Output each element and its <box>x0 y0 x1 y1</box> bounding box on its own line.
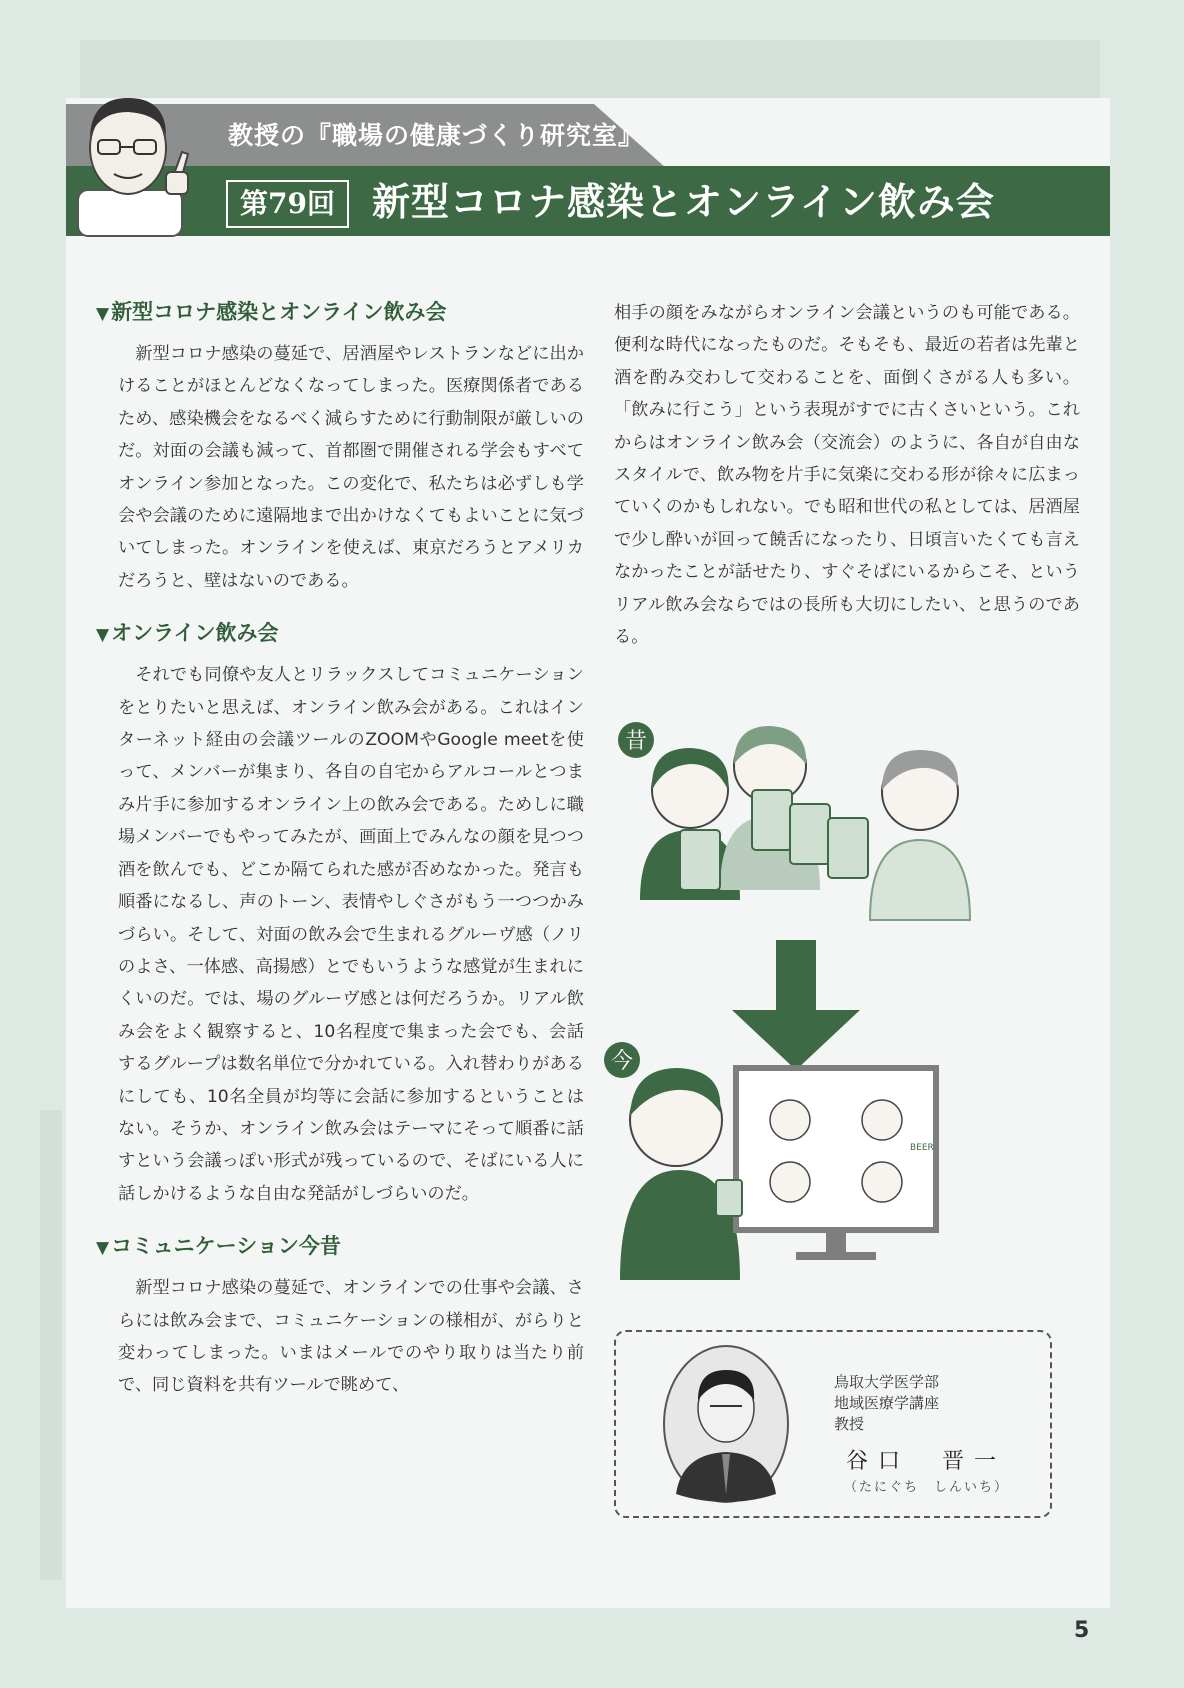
section-body: 新型コロナ感染の蔓延で、オンラインでの仕事や会議、さらには飲み会まで、コミュニケーションの様相が、がらりと変わってしまった。いまはメールでのやり取りは当たり前で、同じ資料を共有ツールで眺めて、 <box>118 1278 584 1396</box>
down-arrow-icon <box>732 940 860 1070</box>
section-heading: ▼新型コロナ感染とオンライン飲み会 <box>96 300 447 324</box>
section-body: それでも同僚や友人とリラックスしてコミュニケーションをとりたいと思えば、オンライン飲み会がある。これはインターネット経由の会議ツールのZOOMやGoogle meetを使って、メンバーが集まり、各自の自宅からアルコールとつまみ片手に参加するオンライン上の飲み会である。ためしに職場メンバーでもやってみたが、画面上でみんなの顔を見つつ酒を飲んでも、どこか隔てられた感が否めなかった。発言も順番になるし、声のトーン、表情やしぐさがもう一つつかみづらい。そして、対面の飲み会で生まれるグルーヴ感（ノリのよさ、一体感、高揚感）とでもいうような感覚が生まれにくいのだ。では、場のグルーヴ感とは何だろうか。リアル飲み会をよく観察すると、10名程度で集まった会でも、会話するグループは数名単位で分かれている。入れ替わりがあるにしても、10名全員が均等に会話に参加するということはない。そうか、オンライン飲み会はテーマにそって順番に話すという会議っぽい形式が残っているので、そばにいる人に話しかけるような自由な発話がしづらいのだ。 <box>118 665 584 1204</box>
right-column <box>614 297 1080 673</box>
triangle-marker-icon: ▼ <box>96 304 110 324</box>
author-name: 谷口 晋一 <box>846 1449 1007 1474</box>
section-body: 新型コロナ感染の蔓延で、居酒屋やレストランなどに出かけることがほとんどなくなってしまった。医療関係者であるため、感染機会をなるべく減らすために行動制限が厳しいのだ。対面の会議も減って、首都圏で開催される学会もすべてオンライン参加となった。この変化で、私たちは必ずしも学会や会議のために遠隔地まで出かけなくてもよいことに気づいてしまった。オンラインを使えば、東京だろうとアメリカだろうと、壁はないのである。 <box>118 344 584 591</box>
issue-number: 第79回 <box>226 180 349 228</box>
bleed-through-strip <box>40 1110 62 1580</box>
author-box <box>614 1330 1052 1518</box>
page-title: 新型コロナ感染とオンライン飲み会 <box>372 179 995 224</box>
author-portrait-icon <box>662 1344 790 1504</box>
past-label: 昔 <box>624 729 648 754</box>
triangle-marker-icon: ▼ <box>96 1238 110 1259</box>
section-body: 相手の顔をみながらオンライン会議というのも可能である。便利な時代になったものだ。そもそも、最近の若者は先輩と酒を酌み交わして交わることを、面倒くさがる人も多い。「飲みに行こう」という表現がすでに古くさいという。これからはオンライン飲み会（交流会）のように、各自が自由なスタイルで、飲み物を片手に気楽に交わる形が徐々に広まっていくのかもしれない。でも昭和世代の私としては、居酒屋で少し酔いが回って饒舌になったり、日頃言いたくても言えなかったことが話せたり、すぐそばにいるからこそ、というリアル飲み会ならではの長所も大切にしたい、と思うのである。 <box>614 303 1080 648</box>
past-people-icon <box>640 726 970 920</box>
author-name-kana: （たにぐち しんいち） <box>844 1480 1010 1495</box>
beer-label: BEER <box>910 1143 934 1153</box>
professor-avatar-icon <box>70 90 200 236</box>
section-heading: ▼コミュニケーション今昔 <box>96 1234 341 1259</box>
left-column <box>96 296 584 1422</box>
section-heading: ▼オンライン飲み会 <box>96 621 279 646</box>
author-affiliation: 鳥取大学医学部 地域医療学講座 教授 <box>834 1373 940 1433</box>
online-meeting-icon <box>620 1068 936 1280</box>
page-number: 5 <box>1074 1618 1090 1643</box>
triangle-marker-icon: ▼ <box>96 625 110 646</box>
series-title: 教授の『職場の健康づくり研究室』 <box>228 121 645 150</box>
now-label: 今 <box>610 1049 634 1074</box>
drinking-illustration <box>610 720 1060 1280</box>
